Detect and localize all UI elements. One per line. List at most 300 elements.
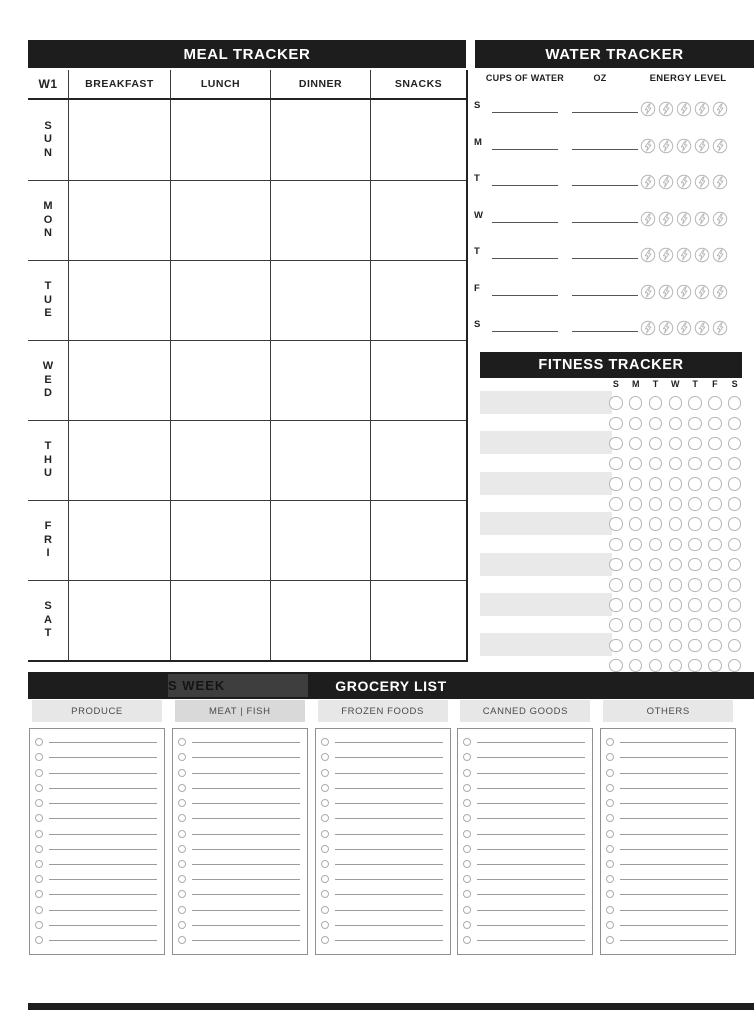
meal-cell-mon-dinner[interactable] [270,180,370,260]
item-input-line[interactable] [477,894,585,895]
item-input-line[interactable] [49,834,157,835]
item-check-circle[interactable] [35,890,43,898]
fitness-check-circle[interactable] [728,417,742,431]
fitness-check-circle[interactable] [629,538,643,552]
fitness-check-circle[interactable] [629,639,643,653]
item-input-line[interactable] [477,849,585,850]
item-check-circle[interactable] [463,890,471,898]
energy-bolt-icon[interactable] [694,211,710,227]
fitness-check-circle[interactable] [669,417,683,431]
activity-name-box[interactable] [480,512,612,535]
item-input-line[interactable] [620,803,728,804]
fitness-check-circle[interactable] [629,437,643,451]
energy-bolt-icon[interactable] [712,211,728,227]
energy-bolt-icon[interactable] [694,101,710,117]
item-check-circle[interactable] [35,921,43,929]
fitness-check-circle[interactable] [649,598,663,612]
energy-bolt-icon[interactable] [712,247,728,263]
energy-bolt-icon[interactable] [640,284,656,300]
item-input-line[interactable] [192,849,300,850]
fitness-check-circle[interactable] [669,497,683,511]
meal-cell-mon-lunch[interactable] [170,180,270,260]
item-input-line[interactable] [192,818,300,819]
meal-cell-sun-breakfast[interactable] [68,100,170,180]
activity-name-box[interactable] [480,391,612,414]
fitness-check-circle[interactable] [669,477,683,491]
item-check-circle[interactable] [606,921,614,929]
item-input-line[interactable] [620,879,728,880]
item-check-circle[interactable] [606,769,614,777]
oz-input-line[interactable] [572,185,638,186]
item-input-line[interactable] [620,834,728,835]
meal-cell-sat-snacks[interactable] [370,580,466,660]
fitness-check-circle[interactable] [728,517,742,531]
energy-bolt-icon[interactable] [676,284,692,300]
meal-cell-mon-breakfast[interactable] [68,180,170,260]
meal-cell-thu-lunch[interactable] [170,420,270,500]
item-check-circle[interactable] [321,738,329,746]
fitness-check-circle[interactable] [629,598,643,612]
energy-bolt-icon[interactable] [658,284,674,300]
item-check-circle[interactable] [35,845,43,853]
item-check-circle[interactable] [35,906,43,914]
energy-bolt-icon[interactable] [640,174,656,190]
cups-input-line[interactable] [492,222,558,223]
fitness-check-circle[interactable] [629,558,643,572]
item-check-circle[interactable] [178,845,186,853]
item-check-circle[interactable] [463,753,471,761]
item-input-line[interactable] [477,742,585,743]
item-input-line[interactable] [49,757,157,758]
item-input-line[interactable] [477,788,585,789]
item-input-line[interactable] [335,818,443,819]
fitness-check-circle[interactable] [708,598,722,612]
meal-cell-wed-breakfast[interactable] [68,340,170,420]
energy-bolt-icon[interactable] [676,101,692,117]
fitness-check-circle[interactable] [669,578,683,592]
item-check-circle[interactable] [606,860,614,868]
energy-bolt-icon[interactable] [712,101,728,117]
item-check-circle[interactable] [321,906,329,914]
item-check-circle[interactable] [463,906,471,914]
meal-cell-fri-breakfast[interactable] [68,500,170,580]
fitness-check-circle[interactable] [669,437,683,451]
item-input-line[interactable] [192,757,300,758]
fitness-check-circle[interactable] [629,578,643,592]
item-input-line[interactable] [620,818,728,819]
oz-input-line[interactable] [572,295,638,296]
energy-bolt-icon[interactable] [676,211,692,227]
fitness-check-circle[interactable] [688,639,702,653]
meal-cell-wed-lunch[interactable] [170,340,270,420]
item-input-line[interactable] [477,773,585,774]
fitness-check-circle[interactable] [669,618,683,632]
item-input-line[interactable] [335,925,443,926]
energy-bolt-icon[interactable] [658,138,674,154]
energy-bolt-icon[interactable] [694,174,710,190]
fitness-check-circle[interactable] [629,659,643,673]
item-input-line[interactable] [620,849,728,850]
item-input-line[interactable] [335,910,443,911]
item-input-line[interactable] [477,803,585,804]
item-input-line[interactable] [192,879,300,880]
fitness-check-circle[interactable] [728,437,742,451]
item-check-circle[interactable] [321,769,329,777]
fitness-check-circle[interactable] [728,558,742,572]
item-check-circle[interactable] [321,830,329,838]
item-check-circle[interactable] [321,936,329,944]
energy-bolt-icon[interactable] [658,320,674,336]
item-check-circle[interactable] [463,814,471,822]
fitness-check-circle[interactable] [609,639,623,653]
item-input-line[interactable] [335,773,443,774]
energy-bolt-icon[interactable] [676,138,692,154]
fitness-check-circle[interactable] [708,497,722,511]
item-input-line[interactable] [335,849,443,850]
item-check-circle[interactable] [178,921,186,929]
activity-name-box[interactable] [480,472,612,495]
fitness-check-circle[interactable] [609,396,623,410]
item-check-circle[interactable] [463,845,471,853]
item-check-circle[interactable] [321,799,329,807]
item-input-line[interactable] [477,910,585,911]
item-check-circle[interactable] [178,769,186,777]
cups-input-line[interactable] [492,295,558,296]
fitness-check-circle[interactable] [688,659,702,673]
energy-bolt-icon[interactable] [658,174,674,190]
item-input-line[interactable] [477,925,585,926]
item-input-line[interactable] [49,818,157,819]
item-check-circle[interactable] [321,784,329,792]
fitness-check-circle[interactable] [649,538,663,552]
meal-cell-tue-dinner[interactable] [270,260,370,340]
item-check-circle[interactable] [321,860,329,868]
item-check-circle[interactable] [463,921,471,929]
fitness-check-circle[interactable] [649,437,663,451]
energy-bolt-icon[interactable] [658,247,674,263]
fitness-check-circle[interactable] [609,598,623,612]
item-input-line[interactable] [477,864,585,865]
fitness-check-circle[interactable] [688,477,702,491]
fitness-check-circle[interactable] [688,396,702,410]
item-check-circle[interactable] [35,753,43,761]
fitness-check-circle[interactable] [688,598,702,612]
meal-cell-fri-lunch[interactable] [170,500,270,580]
item-check-circle[interactable] [321,921,329,929]
fitness-check-circle[interactable] [688,538,702,552]
oz-input-line[interactable] [572,149,638,150]
fitness-check-circle[interactable] [649,497,663,511]
energy-bolt-icon[interactable] [712,174,728,190]
item-input-line[interactable] [335,742,443,743]
fitness-check-circle[interactable] [649,396,663,410]
fitness-check-circle[interactable] [708,618,722,632]
item-input-line[interactable] [192,910,300,911]
item-check-circle[interactable] [178,814,186,822]
item-input-line[interactable] [620,757,728,758]
item-check-circle[interactable] [606,906,614,914]
item-check-circle[interactable] [321,890,329,898]
oz-input-line[interactable] [572,222,638,223]
item-check-circle[interactable] [35,769,43,777]
item-check-circle[interactable] [178,738,186,746]
fitness-check-circle[interactable] [609,578,623,592]
fitness-check-circle[interactable] [728,477,742,491]
item-input-line[interactable] [49,879,157,880]
fitness-check-circle[interactable] [629,517,643,531]
fitness-check-circle[interactable] [708,477,722,491]
item-check-circle[interactable] [606,875,614,883]
meal-cell-sat-breakfast[interactable] [68,580,170,660]
fitness-check-circle[interactable] [728,457,742,471]
fitness-check-circle[interactable] [688,457,702,471]
item-check-circle[interactable] [321,814,329,822]
item-check-circle[interactable] [463,784,471,792]
item-input-line[interactable] [477,834,585,835]
fitness-check-circle[interactable] [629,396,643,410]
item-input-line[interactable] [335,940,443,941]
cups-input-line[interactable] [492,331,558,332]
fitness-check-circle[interactable] [649,477,663,491]
item-input-line[interactable] [49,803,157,804]
item-check-circle[interactable] [606,830,614,838]
item-input-line[interactable] [49,864,157,865]
item-input-line[interactable] [192,894,300,895]
fitness-check-circle[interactable] [609,618,623,632]
fitness-check-circle[interactable] [649,417,663,431]
item-check-circle[interactable] [463,830,471,838]
energy-bolt-icon[interactable] [676,247,692,263]
cups-input-line[interactable] [492,258,558,259]
fitness-check-circle[interactable] [708,417,722,431]
item-input-line[interactable] [49,742,157,743]
fitness-check-circle[interactable] [609,477,623,491]
fitness-check-circle[interactable] [728,598,742,612]
item-input-line[interactable] [620,894,728,895]
item-input-line[interactable] [477,818,585,819]
fitness-check-circle[interactable] [629,417,643,431]
fitness-check-circle[interactable] [609,437,623,451]
energy-bolt-icon[interactable] [676,174,692,190]
meal-cell-sat-dinner[interactable] [270,580,370,660]
fitness-check-circle[interactable] [609,659,623,673]
meal-cell-mon-snacks[interactable] [370,180,466,260]
energy-bolt-icon[interactable] [640,138,656,154]
item-check-circle[interactable] [178,875,186,883]
energy-bolt-icon[interactable] [658,101,674,117]
item-check-circle[interactable] [35,936,43,944]
meal-cell-sun-snacks[interactable] [370,100,466,180]
item-check-circle[interactable] [178,906,186,914]
item-input-line[interactable] [335,803,443,804]
energy-bolt-icon[interactable] [640,247,656,263]
item-input-line[interactable] [335,757,443,758]
fitness-check-circle[interactable] [609,497,623,511]
meal-cell-tue-breakfast[interactable] [68,260,170,340]
item-check-circle[interactable] [606,845,614,853]
fitness-check-circle[interactable] [669,639,683,653]
item-input-line[interactable] [620,864,728,865]
fitness-check-circle[interactable] [708,517,722,531]
item-input-line[interactable] [620,925,728,926]
fitness-check-circle[interactable] [669,517,683,531]
item-check-circle[interactable] [178,936,186,944]
item-input-line[interactable] [49,894,157,895]
fitness-check-circle[interactable] [629,618,643,632]
energy-bolt-icon[interactable] [712,284,728,300]
item-check-circle[interactable] [35,784,43,792]
energy-bolt-icon[interactable] [694,320,710,336]
fitness-check-circle[interactable] [649,457,663,471]
item-check-circle[interactable] [463,875,471,883]
fitness-check-circle[interactable] [649,558,663,572]
fitness-check-circle[interactable] [728,639,742,653]
fitness-check-circle[interactable] [688,558,702,572]
item-input-line[interactable] [620,742,728,743]
fitness-check-circle[interactable] [688,437,702,451]
item-input-line[interactable] [335,864,443,865]
fitness-check-circle[interactable] [688,417,702,431]
item-input-line[interactable] [192,788,300,789]
item-check-circle[interactable] [35,814,43,822]
energy-bolt-icon[interactable] [712,138,728,154]
item-input-line[interactable] [477,940,585,941]
fitness-check-circle[interactable] [708,538,722,552]
item-check-circle[interactable] [606,784,614,792]
item-check-circle[interactable] [178,753,186,761]
fitness-check-circle[interactable] [669,659,683,673]
fitness-check-circle[interactable] [649,578,663,592]
fitness-check-circle[interactable] [688,497,702,511]
item-check-circle[interactable] [606,753,614,761]
fitness-check-circle[interactable] [688,517,702,531]
meal-cell-sat-lunch[interactable] [170,580,270,660]
activity-name-box[interactable] [480,431,612,454]
item-check-circle[interactable] [35,875,43,883]
fitness-check-circle[interactable] [708,457,722,471]
item-input-line[interactable] [49,788,157,789]
energy-bolt-icon[interactable] [658,211,674,227]
fitness-check-circle[interactable] [629,457,643,471]
item-check-circle[interactable] [178,860,186,868]
item-check-circle[interactable] [321,845,329,853]
item-input-line[interactable] [192,925,300,926]
fitness-check-circle[interactable] [728,396,742,410]
fitness-check-circle[interactable] [669,457,683,471]
fitness-check-circle[interactable] [669,396,683,410]
item-check-circle[interactable] [463,769,471,777]
activity-name-box[interactable] [480,633,612,656]
fitness-check-circle[interactable] [609,538,623,552]
item-check-circle[interactable] [178,830,186,838]
item-check-circle[interactable] [606,936,614,944]
fitness-check-circle[interactable] [609,558,623,572]
item-input-line[interactable] [620,940,728,941]
fitness-check-circle[interactable] [708,659,722,673]
fitness-check-circle[interactable] [649,618,663,632]
item-input-line[interactable] [192,834,300,835]
fitness-check-circle[interactable] [649,639,663,653]
item-input-line[interactable] [477,879,585,880]
fitness-check-circle[interactable] [649,659,663,673]
meal-cell-tue-snacks[interactable] [370,260,466,340]
energy-bolt-icon[interactable] [694,247,710,263]
item-check-circle[interactable] [321,753,329,761]
oz-input-line[interactable] [572,258,638,259]
activity-name-box[interactable] [480,553,612,576]
item-input-line[interactable] [49,925,157,926]
energy-bolt-icon[interactable] [640,320,656,336]
meal-cell-sun-lunch[interactable] [170,100,270,180]
fitness-check-circle[interactable] [669,598,683,612]
fitness-check-circle[interactable] [629,477,643,491]
energy-bolt-icon[interactable] [712,320,728,336]
item-input-line[interactable] [192,773,300,774]
energy-bolt-icon[interactable] [676,320,692,336]
meal-cell-tue-lunch[interactable] [170,260,270,340]
item-input-line[interactable] [49,773,157,774]
oz-input-line[interactable] [572,331,638,332]
energy-bolt-icon[interactable] [694,284,710,300]
item-input-line[interactable] [49,910,157,911]
item-check-circle[interactable] [321,875,329,883]
fitness-check-circle[interactable] [728,497,742,511]
meal-cell-thu-breakfast[interactable] [68,420,170,500]
item-check-circle[interactable] [463,799,471,807]
item-check-circle[interactable] [463,936,471,944]
item-check-circle[interactable] [35,830,43,838]
energy-bolt-icon[interactable] [694,138,710,154]
item-check-circle[interactable] [178,890,186,898]
fitness-check-circle[interactable] [688,578,702,592]
cups-input-line[interactable] [492,185,558,186]
fitness-check-circle[interactable] [708,396,722,410]
item-input-line[interactable] [335,879,443,880]
fitness-check-circle[interactable] [669,538,683,552]
fitness-check-circle[interactable] [708,639,722,653]
meal-cell-wed-snacks[interactable] [370,340,466,420]
item-input-line[interactable] [335,894,443,895]
item-check-circle[interactable] [35,738,43,746]
item-input-line[interactable] [335,834,443,835]
meal-cell-fri-snacks[interactable] [370,500,466,580]
item-input-line[interactable] [620,910,728,911]
item-check-circle[interactable] [606,799,614,807]
oz-input-line[interactable] [572,112,638,113]
item-input-line[interactable] [49,849,157,850]
fitness-check-circle[interactable] [649,517,663,531]
item-check-circle[interactable] [178,784,186,792]
cups-input-line[interactable] [492,112,558,113]
fitness-check-circle[interactable] [609,457,623,471]
fitness-check-circle[interactable] [708,578,722,592]
fitness-check-circle[interactable] [728,659,742,673]
meal-cell-thu-snacks[interactable] [370,420,466,500]
fitness-check-circle[interactable] [708,558,722,572]
item-check-circle[interactable] [178,799,186,807]
item-input-line[interactable] [192,803,300,804]
item-input-line[interactable] [49,940,157,941]
energy-bolt-icon[interactable] [640,211,656,227]
meal-cell-sun-dinner[interactable] [270,100,370,180]
fitness-check-circle[interactable] [728,618,742,632]
item-input-line[interactable] [335,788,443,789]
item-input-line[interactable] [620,773,728,774]
fitness-check-circle[interactable] [708,437,722,451]
meal-cell-thu-dinner[interactable] [270,420,370,500]
item-check-circle[interactable] [463,860,471,868]
meal-cell-fri-dinner[interactable] [270,500,370,580]
